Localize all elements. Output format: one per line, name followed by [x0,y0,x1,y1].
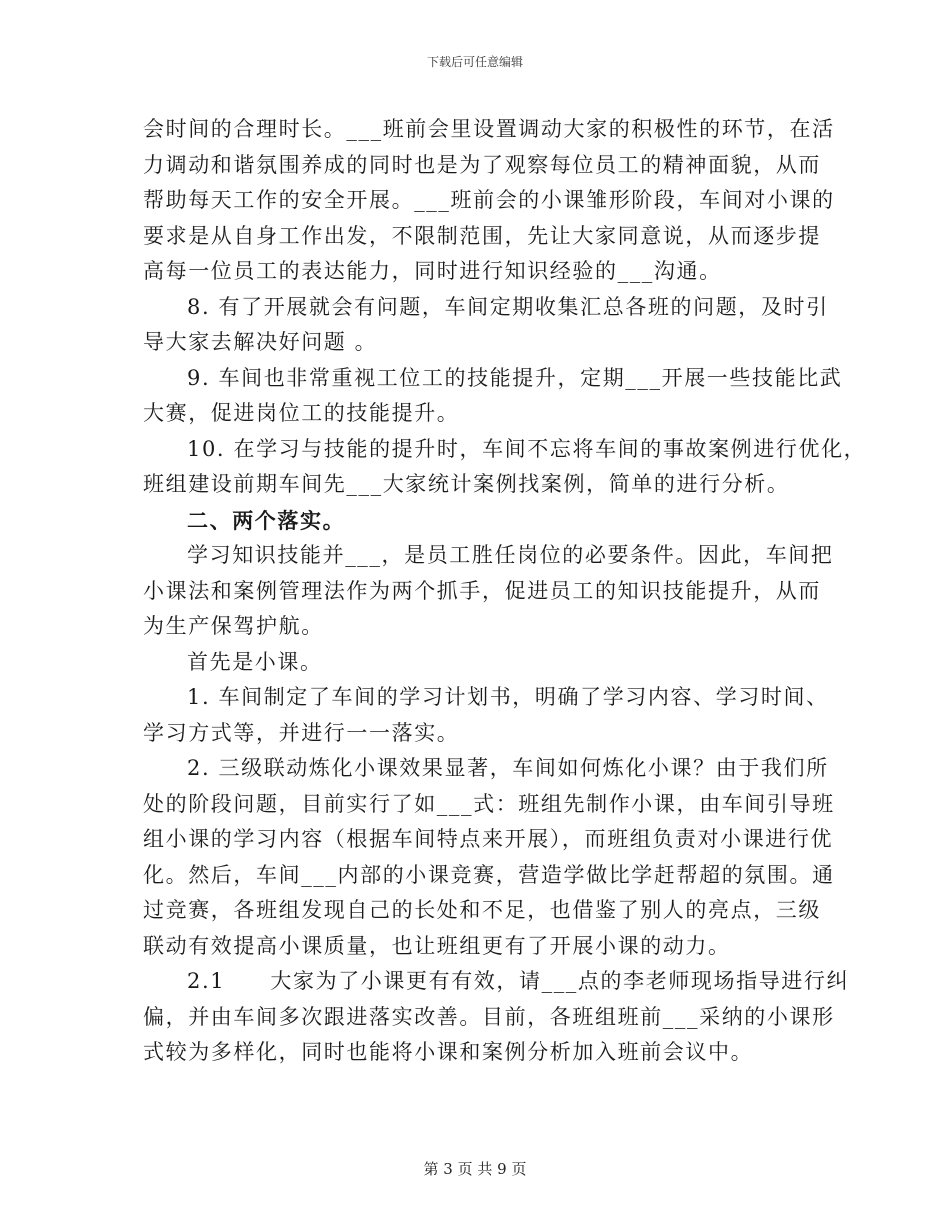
text-line: 会时间的合理时长。___班前会里设置调动大家的积极性的环节，在活 [143,117,835,141]
text-line: 式较为多样化，同时也能将小课和案例分析加入班前会议中。 [143,1040,754,1064]
text-line: 班组建设前期车间先___大家统计案例找案例，简单的进行分析。 [143,472,790,496]
text-line: 2.1 大家为了小课更有有效，请___点的李老师现场指导进行纠 [187,969,850,993]
body-text [143,112,867,1071]
text-line: 联动有效提高小课质量，也让班组更有了开展小课的动力。 [143,933,731,958]
section-heading: 二、两个落实。 [187,507,346,533]
text-line: 帮助每天工作的安全开展。___班前会的小课雏形阶段，车间对小课的 [143,188,835,212]
text-line: 过竞赛，各班组发现自己的长处和不足，也借鉴了别人的亮点，三级 [143,898,821,922]
text-line: 高每一位员工的表达能力，同时进行知识经验的___沟通。 [143,259,722,283]
text-line: 导大家去解决好问题 。 [143,330,378,354]
text-line: 2. 三级联动炼化小课效果显著，车间如何炼化小课？由于我们所 [187,756,829,780]
text-line: 10. 在学习与技能的提升时，车间不忘将车间的事故案例进行优化， [187,436,867,461]
text-line: 1. 车间制定了车间的学习计划书，明确了学习内容、学习时间、 [187,685,829,709]
text-line: 处的阶段问题，目前实行了如___式：班组先制作小课，由车间引导班 [143,791,835,816]
text-line: 小课法和案例管理法作为两个抓手，促进员工的知识技能提升，从而 [143,578,821,603]
text-line: 要求是从自身工作出发，不限制范围，先让大家同意说，从而逐步提 [143,223,821,248]
text-line: 学习知识技能并___，是员工胜任岗位的必要条件。因此，车间把 [187,543,834,567]
text-line: 为生产保驾护航。 [143,614,324,638]
text-line: 组小课的学习内容（根据车间特点来开展），而班组负责对小课进行优 [143,827,834,851]
text-line: 9. 车间也非常重视工位工的技能提升，定期___开展一些技能比武 [187,365,843,390]
text-line: 大赛，促进岗位工的技能提升。 [143,401,460,425]
text-line: 偏，并由车间多次跟进落实改善。目前，各班组班前___采纳的小课形 [143,1004,835,1029]
text-line: 首先是小课。 [187,649,323,674]
text-line: 8. 有了开展就会有问题，车间定期收集汇总各班的问题，及时引 [187,294,829,319]
text-line: 力调动和谐氛围养成的同时也是为了观察每位员工的精神面貌，从而 [143,152,821,177]
page-footer: 第 3 页 共 9 页 [423,1160,527,1178]
page-header: 下载后可任意编辑 [426,55,523,69]
text-line: 学习方式等，并进行一一落实。 [143,720,460,745]
text-line: 化。然后，车间___内部的小课竞赛，营造学做比学赶帮超的氛围。通 [143,862,835,887]
